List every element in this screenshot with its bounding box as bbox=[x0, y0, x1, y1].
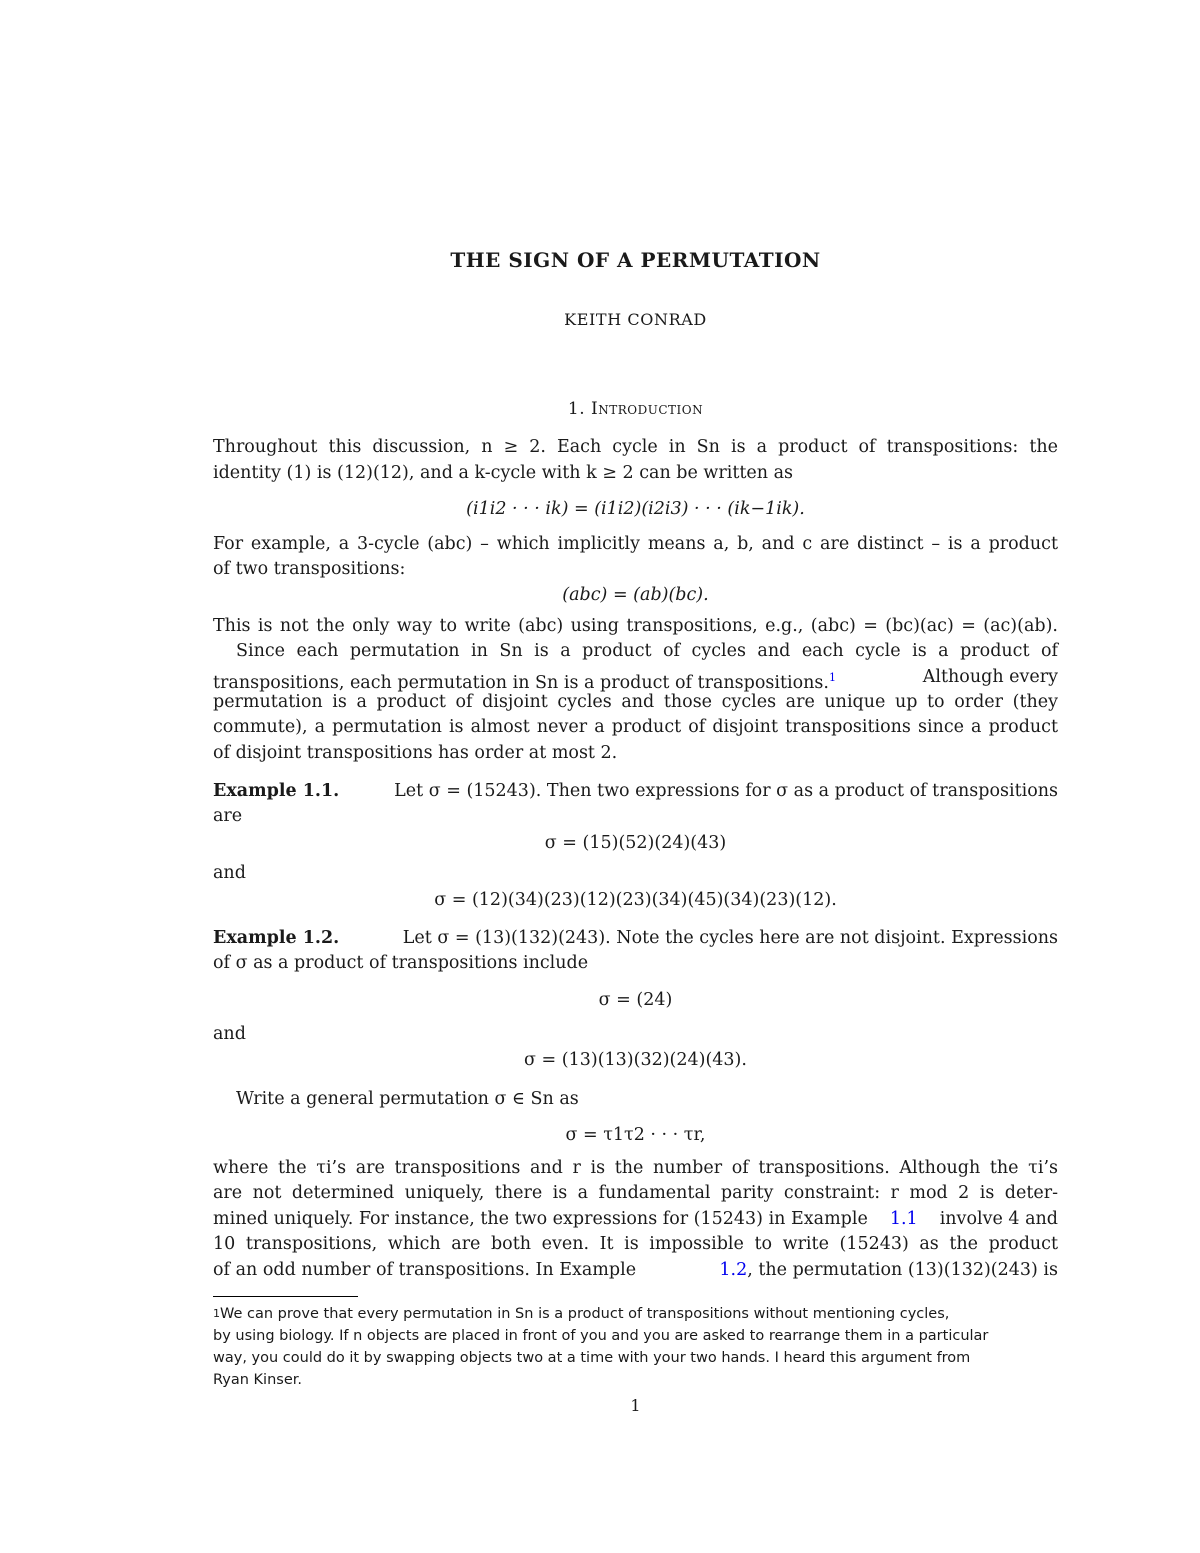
paragraph-text: Let σ = (13)(132)(243). Note the cycles here are not disjoint. Expressions bbox=[402, 928, 1058, 948]
paragraph-line: where the τi’s are transpositions and r is the number of transpositions. Although the τi’s bbox=[213, 1158, 1058, 1178]
footnote-line bbox=[213, 1303, 1058, 1325]
footnote-line: by using biology. If n objects are placed in front of you and you are asked to rearrange them in a particular bbox=[213, 1328, 989, 1344]
paragraph-line: Write a general permutation σ ∈ Sn as bbox=[236, 1089, 579, 1109]
paragraph-line: Throughout this discussion, n ≥ 2. Each cycle in Sn is a product of transpositions: the bbox=[213, 437, 1058, 457]
display-equation: σ = (24) bbox=[598, 990, 673, 1010]
footnote-marker[interactable]: 1 bbox=[828, 671, 836, 684]
author-name: KEITH CONRAD bbox=[564, 310, 707, 329]
paragraph-line: are bbox=[213, 806, 243, 826]
paragraph-line bbox=[213, 1258, 1058, 1284]
paragraph-line: This is not the only way to write (abc) using transpositions, e.g., (abc) = (bc)(ac) = (ac)(ab). bbox=[213, 616, 1058, 636]
example-link[interactable]: 1.1 bbox=[889, 1209, 918, 1229]
paragraph-line: commute), a permutation is almost never a product of disjoint transpositions since a product bbox=[213, 717, 1058, 737]
section-number: 1. bbox=[567, 399, 586, 419]
example-label: Example 1.1. bbox=[213, 781, 340, 801]
paragraph-text: transpositions, each permutation in Sn is a product of transpositions.$^1$ bbox=[213, 671, 836, 693]
display-equation: σ = (13)(13)(32)(24)(43). bbox=[524, 1050, 747, 1070]
display-equation: σ = (12)(34)(23)(12)(23)(34)(45)(34)(23)(12). bbox=[434, 890, 837, 910]
paragraph-line: are not determined uniquely, there is a fundamental parity constraint: r mod 2 is deter- bbox=[213, 1183, 1058, 1203]
footnote-line: Ryan Kinser. bbox=[213, 1372, 302, 1388]
paragraph-line: Since each permutation in Sn is a product of cycles and each cycle is a product of bbox=[236, 641, 1058, 661]
paragraph-line: of σ as a product of transpositions include bbox=[213, 953, 589, 973]
paragraph-line: permutation is a product of disjoint cycles and those cycles are unique up to order (they bbox=[213, 692, 1058, 712]
paragraph-text: involve 4 and bbox=[939, 1209, 1058, 1229]
example-header-line bbox=[213, 779, 1058, 805]
paragraph-line: and bbox=[213, 863, 246, 883]
paragraph-line: For example, a 3-cycle (abc) – which implicitly means a, b, and c are distinct – is a product bbox=[213, 534, 1058, 554]
paragraph-text: Although every bbox=[922, 667, 1058, 687]
footnote-number: 1 bbox=[213, 1307, 220, 1320]
paragraph-line bbox=[213, 1207, 1058, 1233]
example-label: Example 1.2. bbox=[213, 928, 340, 948]
paragraph-text: Let σ = (15243). Then two expressions for σ as a product of transpositions bbox=[394, 781, 1058, 801]
example-header-line bbox=[213, 926, 1058, 952]
paragraph-line: 10 transpositions, which are both even. It is impossible to write (15243) as the product bbox=[213, 1234, 1058, 1254]
paragraph-text: of an odd number of transpositions. In Example bbox=[213, 1260, 637, 1280]
footnote-rule bbox=[213, 1296, 358, 1297]
paragraph-line: of disjoint transpositions has order at most 2. bbox=[213, 743, 618, 763]
section-name: Introduction bbox=[591, 399, 704, 419]
display-equation: (abc) = (ab)(bc). bbox=[562, 585, 709, 605]
section-heading bbox=[213, 399, 1058, 419]
paragraph-line: of two transpositions: bbox=[213, 559, 406, 579]
example-link[interactable]: 1.2 bbox=[719, 1260, 748, 1280]
display-equation: (i1i2 · · · ik) = (i1i2)(i2i3) · · · (ik−1ik). bbox=[466, 499, 805, 519]
page-number: 1 bbox=[630, 1396, 641, 1415]
page-title: THE SIGN OF A PERMUTATION bbox=[450, 248, 821, 272]
paragraph-line: and bbox=[213, 1024, 246, 1044]
footnote-text: We can prove that every permutation in Sn is a product of transpositions without mentioning cycles, bbox=[220, 1306, 950, 1322]
paragraph-line: identity (1) is (12)(12), and a k-cycle with k ≥ 2 can be written as bbox=[213, 463, 794, 483]
footnote-line: way, you could do it by swapping objects two at a time with your two hands. I heard this argument from bbox=[213, 1350, 971, 1366]
display-equation: σ = (15)(52)(24)(43) bbox=[544, 833, 727, 853]
display-equation: σ = τ1τ2 · · · τr, bbox=[565, 1125, 706, 1145]
paragraph-text: mined uniquely. For instance, the two expressions for (15243) in Example bbox=[213, 1209, 868, 1229]
paragraph-text: 1.2, the permutation (13)(132)(243) is bbox=[719, 1260, 1058, 1280]
